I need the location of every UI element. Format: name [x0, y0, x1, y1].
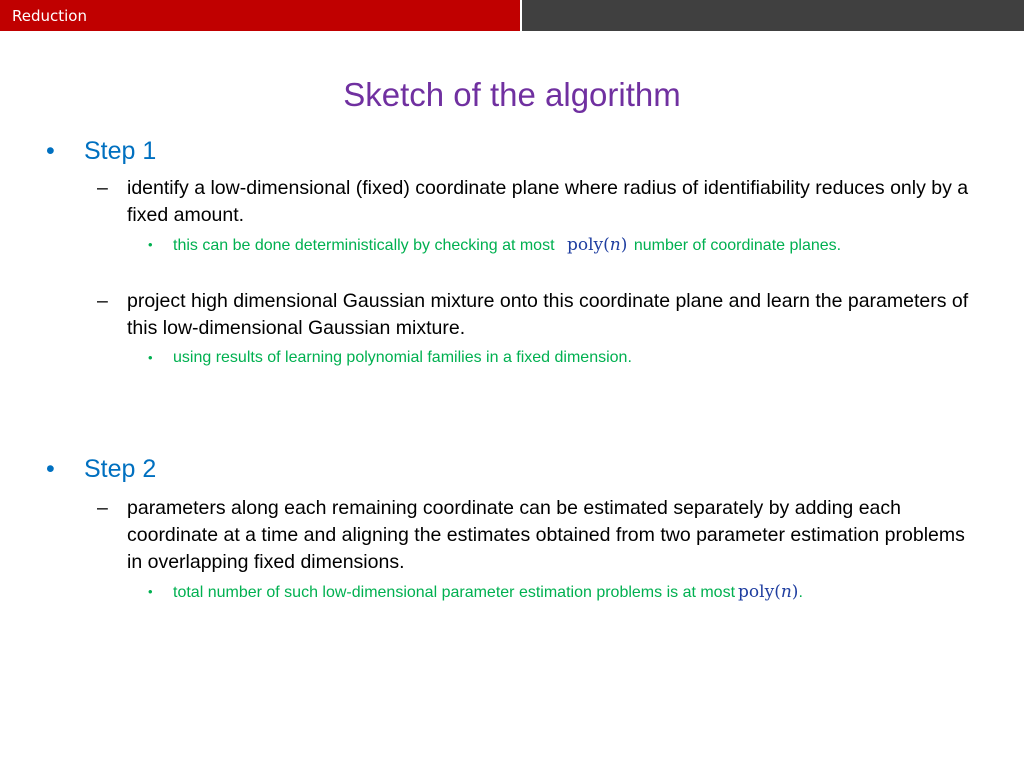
step1-sub2-note-text: using results of learning polynomial families in a fixed dimension.: [173, 349, 632, 366]
step2-sub1-note: [148, 580, 1003, 605]
step1-sub1-note-before: this can be done deterministically by checking at most: [173, 237, 555, 254]
dash-mark: –: [97, 177, 108, 199]
math-var: n: [780, 582, 792, 602]
math-var: n: [609, 235, 621, 255]
section-label: Reduction: [12, 7, 87, 25]
step1-sub2: [97, 288, 977, 342]
bullet-mark: •: [46, 137, 55, 165]
header-dark-band: [522, 0, 1024, 31]
bullet-mark: •: [148, 584, 153, 599]
step1-sub2-text: project high dimensional Gaussian mixture onto this coordinate plane and learn the parameters of this low-dimensional Gaussian mixture.: [127, 290, 969, 339]
step1-sub2-note: [148, 346, 943, 370]
step2-sub1: [97, 495, 977, 576]
step2-sub1-note-before: total number of such low-dimensional parameter estimation problems is at most: [173, 584, 736, 601]
step1-sub1-note-after: number of coordinate planes.: [633, 237, 842, 254]
poly-n-math: poly(n): [738, 582, 799, 602]
step2-sub1-text: parameters along each remaining coordinate can be estimated separately by adding each coordinate at a time and aligning the estimates obtained from two parameter estimation problems in overlapping fixed dimensions.: [127, 497, 965, 573]
math-fn: poly: [738, 582, 775, 602]
math-fn: poly: [566, 235, 604, 255]
bullet-mark: •: [148, 350, 153, 365]
step1-heading: [46, 137, 157, 166]
dash-mark: –: [97, 290, 108, 312]
step2-label: Step 2: [84, 455, 157, 483]
step2-sub1-note-after: .: [798, 584, 803, 601]
step1-label: Step 1: [84, 137, 157, 165]
step1-sub1-note: [148, 233, 943, 258]
step2-heading: [46, 455, 157, 484]
bullet-mark: •: [46, 455, 55, 483]
dash-mark: –: [97, 497, 108, 519]
step1-sub1-text: identify a low-dimensional (fixed) coordinate plane where radius of identifiability reduces only by a fixed amount.: [127, 177, 969, 226]
bullet-mark: •: [148, 237, 153, 252]
slide-title: Sketch of the algorithm: [343, 76, 681, 113]
step1-sub1: [97, 175, 977, 229]
header-bar: [0, 0, 1024, 31]
poly-n-math: poly(n): [566, 235, 628, 255]
